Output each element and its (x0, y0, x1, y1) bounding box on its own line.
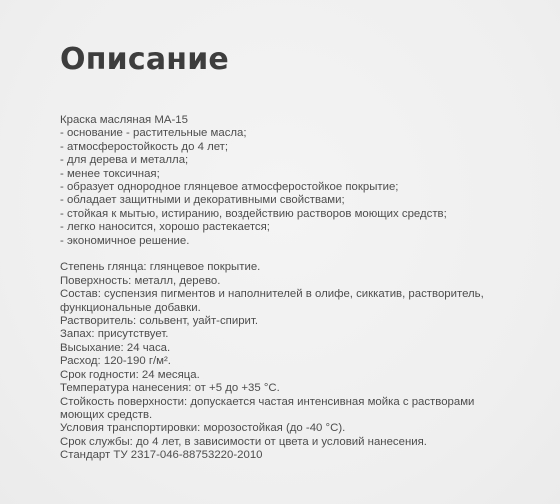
description-text (60, 114, 530, 463)
feature-item: - для дерева и металла; (60, 154, 189, 167)
spec-line: Температура нанесения: от +5 до +35 °С. (60, 382, 280, 395)
product-name: Краска масляная МА-15 (60, 114, 188, 126)
spec-line: Срок службы: до 4 лет, в зависимости от цвета и условий нанесения. (60, 435, 427, 448)
spec-line: Стандарт ТУ 2317-046-88753220-2010 (60, 449, 263, 462)
feature-item: - основание - растительные масла; (60, 127, 247, 140)
spec-line: Стойкость поверхности: допускается частая интенсивная мойка с растворами (60, 395, 475, 408)
feature-item: - стойкая к мытью, истиранию, воздействию растворов моющих средств; (60, 207, 447, 220)
spec-line: Степень глянца: глянцевое покрытие. (60, 261, 261, 274)
paragraph-gap (60, 248, 530, 261)
feature-item: - атмосферостойкость до 4 лет; (60, 140, 229, 153)
feature-item: - легко наносится, хорошо растекается; (60, 221, 270, 234)
spec-line: Высыхание: 24 часа. (60, 341, 171, 354)
spec-line: функциональные добавки. (60, 301, 201, 314)
spec-line: моющих средств. (60, 408, 153, 421)
spec-line: Запах: присутствует. (60, 328, 169, 341)
spec-line: Поверхность: металл, дерево. (60, 274, 221, 287)
spec-line: Растворитель: сольвент, уайт-спирит. (60, 315, 259, 328)
spec-line: Срок годности: 24 месяца. (60, 368, 200, 381)
feature-item: - образует однородное глянцевое атмосферостойкое покрытие; (60, 181, 399, 194)
feature-item: - экономичное решение. (60, 234, 190, 247)
spec-line: Состав: суспензия пигментов и наполнителей в олифе, сиккатив, растворитель, (60, 288, 484, 301)
feature-item: - обладает защитными и декоративными свойствами; (60, 194, 345, 207)
spec-list (60, 261, 530, 462)
spec-line: Расход: 120-190 г/м². (60, 355, 171, 368)
page-title: Описание (60, 42, 229, 77)
feature-item: - менее токсичная; (60, 167, 160, 180)
feature-list (60, 127, 530, 248)
spec-line: Условия транспортировки: морозостойкая (до -40 °С). (60, 422, 346, 435)
